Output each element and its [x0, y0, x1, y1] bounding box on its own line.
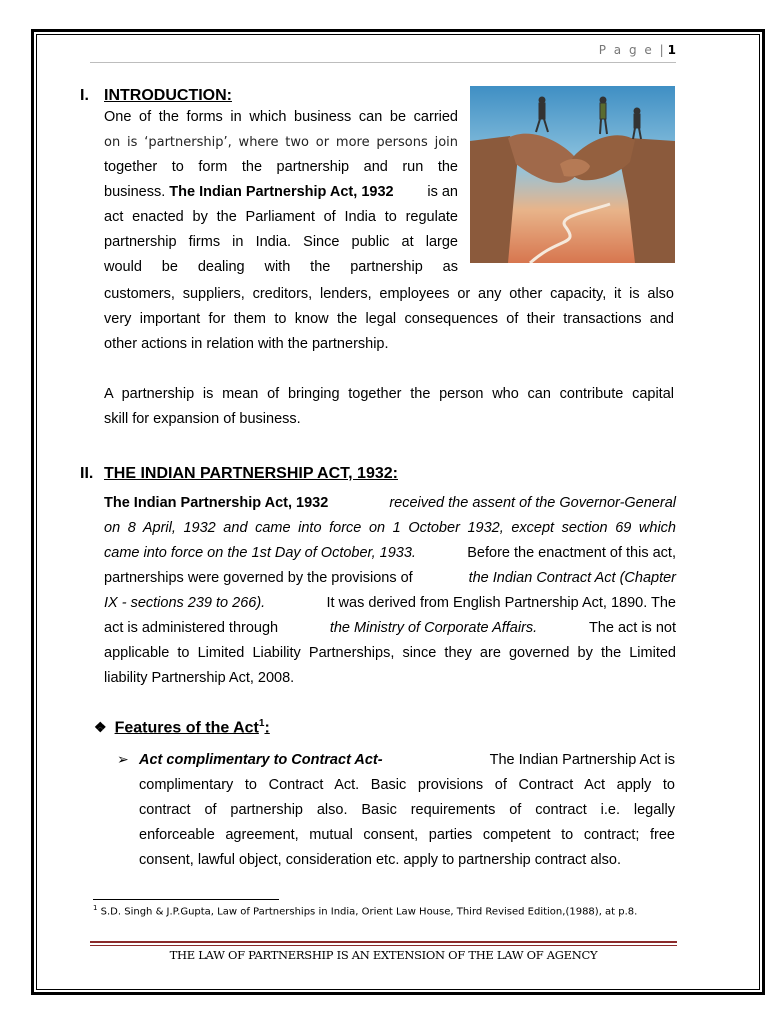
act-text: The act is not: [588, 620, 676, 636]
act-line: [104, 541, 676, 566]
features-colon: :: [264, 719, 270, 737]
section-2-title: THE INDIAN PARTNERSHIP ACT, 1932:: [104, 465, 398, 482]
handshake-illustration-icon: [470, 86, 675, 263]
act-line: [104, 566, 676, 591]
feature-line: enforceable agreement, mutual consent, parties competent to contract; free: [139, 827, 675, 843]
feature-line: [139, 748, 675, 773]
feature-line: contract of partnership also. Basic requirements of contract i.e. legally: [139, 802, 675, 818]
arrow-bullet-icon: ➢: [117, 751, 129, 767]
intro-wrapped-paragraph: [104, 105, 458, 280]
intro-line: [104, 180, 458, 205]
act-italic: IX - sections 239 to 266).: [104, 595, 266, 611]
intro-full-paragraph: [104, 282, 674, 357]
feature-item-title: Act complimentary to Contract Act-: [139, 752, 383, 768]
header-rule: [90, 62, 676, 63]
act-line: [104, 491, 676, 516]
para-line: A partnership is mean of bringing together the person who can contribute capital: [104, 386, 674, 402]
footnote: [93, 904, 637, 917]
act-line: [104, 591, 676, 616]
handshake-bridge-image: [470, 86, 675, 263]
act-text: act is administered through: [104, 620, 279, 636]
act-italic: received the assent of the Governor-General: [389, 495, 676, 511]
footnote-number: 1: [93, 904, 98, 912]
diamond-bullet-icon: ❖: [94, 719, 107, 736]
section-1-title: INTRODUCTION:: [104, 87, 232, 104]
act-line: [104, 516, 676, 541]
footnote-text: S.D. Singh & J.P.Gupta, Law of Partnerships in India, Orient Law House, Third Revised Edition,(1988), at p.8.: [100, 906, 638, 918]
intro-line: together to form the partnership and run the: [104, 159, 458, 175]
act-line: liability Partnership Act, 2008.: [104, 670, 295, 686]
act-italic: came into force on the 1st Day of October, 1933.: [104, 545, 416, 561]
act-name-bold: The Indian Partnership Act, 1932: [169, 184, 394, 200]
footnote-ref: 1: [258, 718, 265, 729]
features-heading: [94, 718, 270, 737]
section-2-number: II.: [80, 465, 94, 482]
act-text: Before the enactment of this act,: [467, 545, 676, 561]
section-2-heading: [80, 465, 398, 483]
intro-line: customers, suppliers, creditors, lenders, employees or any other capacity, it is also: [104, 286, 674, 302]
features-title: Features of the Act: [114, 719, 259, 737]
feature-item-paragraph: [139, 748, 675, 873]
intro-line: act enacted by the Parliament of India to regulate: [104, 209, 458, 225]
intro-line: partnership firms in India. Since public at large: [104, 234, 458, 250]
act-italic: on 8 April, 1932 and came into force on 1 October 1932, except section 69 which: [104, 520, 676, 536]
para-line: skill for expansion of business.: [104, 411, 301, 427]
act-line: [104, 616, 676, 641]
feature-line: complimentary to Contract Act. Basic provisions of Contract Act apply to: [139, 777, 675, 793]
feature-line: consent, lawful object, consideration etc. apply to partnership contract also.: [139, 852, 621, 868]
act-italic: the Indian Contract Act (Chapter: [468, 570, 676, 586]
intro-line: would be dealing with the partnership as: [104, 259, 458, 275]
act-text: partnerships were governed by the provisions of: [104, 570, 413, 586]
act-name-bold: The Indian Partnership Act, 1932: [104, 495, 329, 511]
footnote-separator: [93, 899, 279, 900]
intro-word: is an: [427, 184, 458, 200]
intro-line: One of the forms in which business can be carried: [104, 109, 458, 125]
section-1-number: I.: [80, 87, 89, 104]
intro-line: on is ‘partnership’, where two or more persons join: [104, 135, 458, 150]
intro-word: business.: [104, 184, 166, 200]
act-paragraph: [104, 491, 676, 691]
intro-line: other actions in relation with the partnership.: [104, 336, 389, 352]
footer-text: THE LAW OF PARTNERSHIP IS AN EXTENSION OF THE LAW OF AGENCY: [169, 948, 598, 962]
page-header: [90, 43, 676, 61]
feature-text: The Indian Partnership Act is: [489, 752, 675, 768]
page-number: 1: [667, 43, 676, 57]
partnership-definition-paragraph: [104, 382, 674, 432]
page-label: P a g e |: [598, 43, 666, 57]
section-1-heading: [80, 87, 232, 105]
act-line: applicable to Limited Liability Partnerships, since they are governed by the Limited: [104, 645, 676, 661]
footer-rule: [90, 945, 677, 946]
footer-rule: [90, 941, 677, 943]
act-italic: the Ministry of Corporate Affairs.: [329, 620, 538, 636]
intro-line: very important for them to know the legal consequences of their transactions and: [104, 311, 674, 327]
act-text: It was derived from English Partnership Act, 1890. The: [326, 595, 676, 611]
